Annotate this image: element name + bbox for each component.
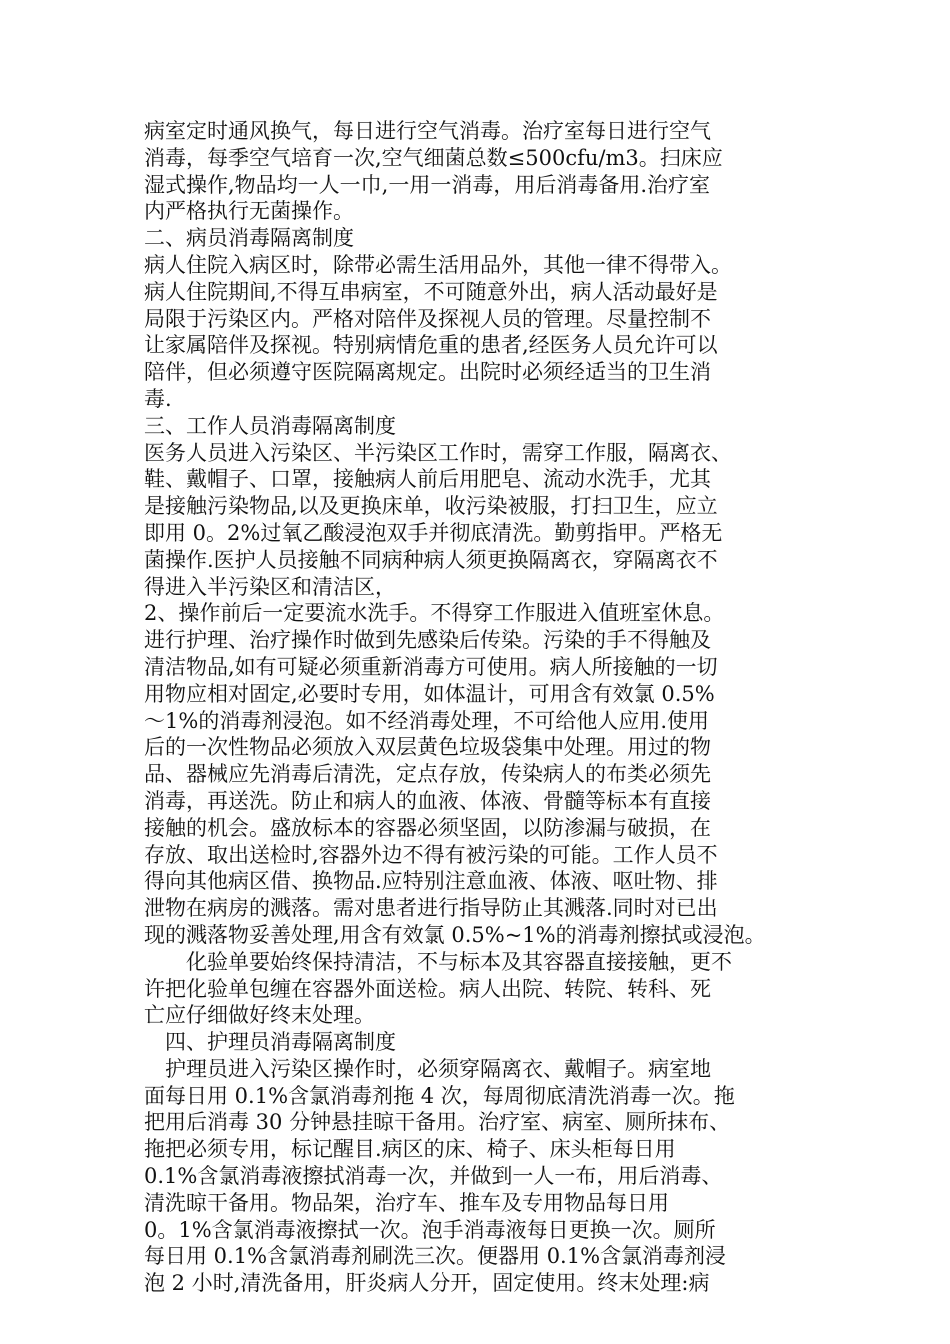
text-line-14: 鞋、戴帽子、口罩，接触病人前后用肥皂、流动水洗手，尤其	[144, 467, 711, 492]
document-body	[144, 118, 812, 1297]
text-line-25: 品、器械应先消毒后清洗，定点存放，传染病人的布类必须先	[144, 762, 711, 787]
text-line-2: 消毒，每季空气培育一次,空气细菌总数≤500cfu/m3。扫床应	[144, 145, 723, 170]
text-line-42: 0。1%含氯消毒液擦拭一次。泡手消毒液每日更换一次。厕所	[144, 1217, 716, 1242]
text-line-21: 清洁物品,如有可疑必须重新消毒方可使用。病人所接触的一切	[144, 654, 718, 679]
text-line-6: 病人住院入病区时，除带必需生活用品外，其他一律不得带入。	[144, 252, 732, 277]
text-line-27: 接触的机会。盛放标本的容器必须坚固，以防渗漏与破损，在	[144, 815, 711, 840]
text-line-17: 菌操作.医护人员接触不同病种病人须更换隔离衣，穿隔离衣不	[144, 547, 718, 572]
text-line-32: 化验单要始终保持清洁，不与标本及其容器直接接触，更不	[186, 949, 732, 974]
text-line-38: 把用后消毒 30 分钟悬挂晾干备用。治疗室、病室、厕所抹布、	[144, 1110, 731, 1135]
text-line-3: 湿式操作,物品均一人一巾,一用一消毒，用后消毒备用.治疗室	[144, 172, 711, 197]
text-line-28: 存放、取出送检时,容器外边不得有被污染的可能。工作人员不	[144, 842, 718, 867]
text-line-29: 得向其他病区借、换物品.应特别注意血液、体液、呕吐物、排	[144, 869, 718, 894]
section-heading-3: 三、工作人员消毒隔离制度	[144, 413, 396, 438]
text-line-26: 消毒，再送洗。防止和病人的血液、体液、骨髓等标本有直接	[144, 788, 711, 813]
text-line-22: 用物应相对固定,必要时专用，如体温计，可用含有效氯 0.5%	[144, 681, 715, 706]
text-line-43: 每日用 0.1%含氯消毒剂刷洗三次。便器用 0.1%含氯消毒剂浸	[144, 1244, 727, 1269]
section-heading-2: 二、病员消毒隔离制度	[144, 226, 354, 251]
text-line-40: 0.1%含氯消毒液擦拭消毒一次，并做到一人一布，用后消毒、	[144, 1164, 723, 1189]
text-line-15: 是接触污染物品,以及更换床单，收污染被服，打扫卫生，应立	[144, 494, 718, 519]
text-line-37: 面每日用 0.1%含氯消毒剂拖 4 次，每周彻底清洗消毒一次。拖	[144, 1083, 735, 1108]
text-line-18: 得进入半污染区和清洁区，	[144, 574, 396, 599]
text-line-24: 后的一次性物品必须放入双层黄色垃圾袋集中处理。用过的物	[144, 735, 711, 760]
text-line-30: 泄物在病房的溅落。需对患者进行指导防止其溅落.同时对已出	[144, 896, 718, 921]
text-line-10: 陪伴，但必须遵守医院隔离规定。出院时必须经适当的卫生消	[144, 360, 711, 385]
text-line-16: 即用 0。2%过氧乙酸浸泡双手并彻底清洗。勤剪指甲。严格无	[144, 520, 723, 545]
text-line-39: 拖把必须专用，标记醒目.病区的床、椅子、床头柜每日用	[144, 1137, 676, 1162]
text-line-19: 2、操作前后一定要流水洗手。不得穿工作服进入值班室休息。	[144, 601, 725, 626]
text-line-41: 清洗晾干备用。物品架，治疗车、推车及专用物品每日用	[144, 1190, 669, 1215]
text-line-20: 进行护理、治疗操作时做到先感染后传染。污染的手不得触及	[144, 628, 711, 653]
text-line-13: 医务人员进入污染区、半污染区工作时，需穿工作服，隔离衣、	[144, 440, 732, 465]
text-line-31: 现的溅落物妥善处理,用含有效氯 0.5%~1%的消毒剂擦拭或浸泡。	[144, 922, 766, 947]
text-line-36: 护理员进入污染区操作时，必须穿隔离衣、戴帽子。病室地	[165, 1056, 711, 1081]
text-line-23: ～1%的消毒剂浸泡。如不经消毒处理，不可给他人应用.使用	[144, 708, 709, 733]
text-line-34: 亡应仔细做好终末处理。	[144, 1003, 375, 1028]
text-line-11: 毒.	[144, 386, 172, 411]
section-heading-4: 四、护理员消毒隔离制度	[165, 1030, 396, 1055]
text-line-44: 泡 2 小时,清洗备用，肝炎病人分开，固定使用。终末处理:病	[144, 1271, 710, 1296]
text-line-8: 局限于污染区内。严格对陪伴及探视人员的管理。尽量控制不	[144, 306, 711, 331]
text-line-7: 病人住院期间,不得互串病室，不可随意外出，病人活动最好是	[144, 279, 718, 304]
text-line-1: 病室定时通风换气，每日进行空气消毒。治疗室每日进行空气	[144, 119, 711, 143]
text-line-33: 许把化验单包缠在容器外面送检。病人出院、转院、转科、死	[144, 976, 711, 1001]
text-line-9: 让家属陪伴及探视。特别病情危重的患者,经医务人员允许可以	[144, 333, 718, 358]
text-line-4: 内严格执行无菌操作。	[144, 199, 354, 224]
